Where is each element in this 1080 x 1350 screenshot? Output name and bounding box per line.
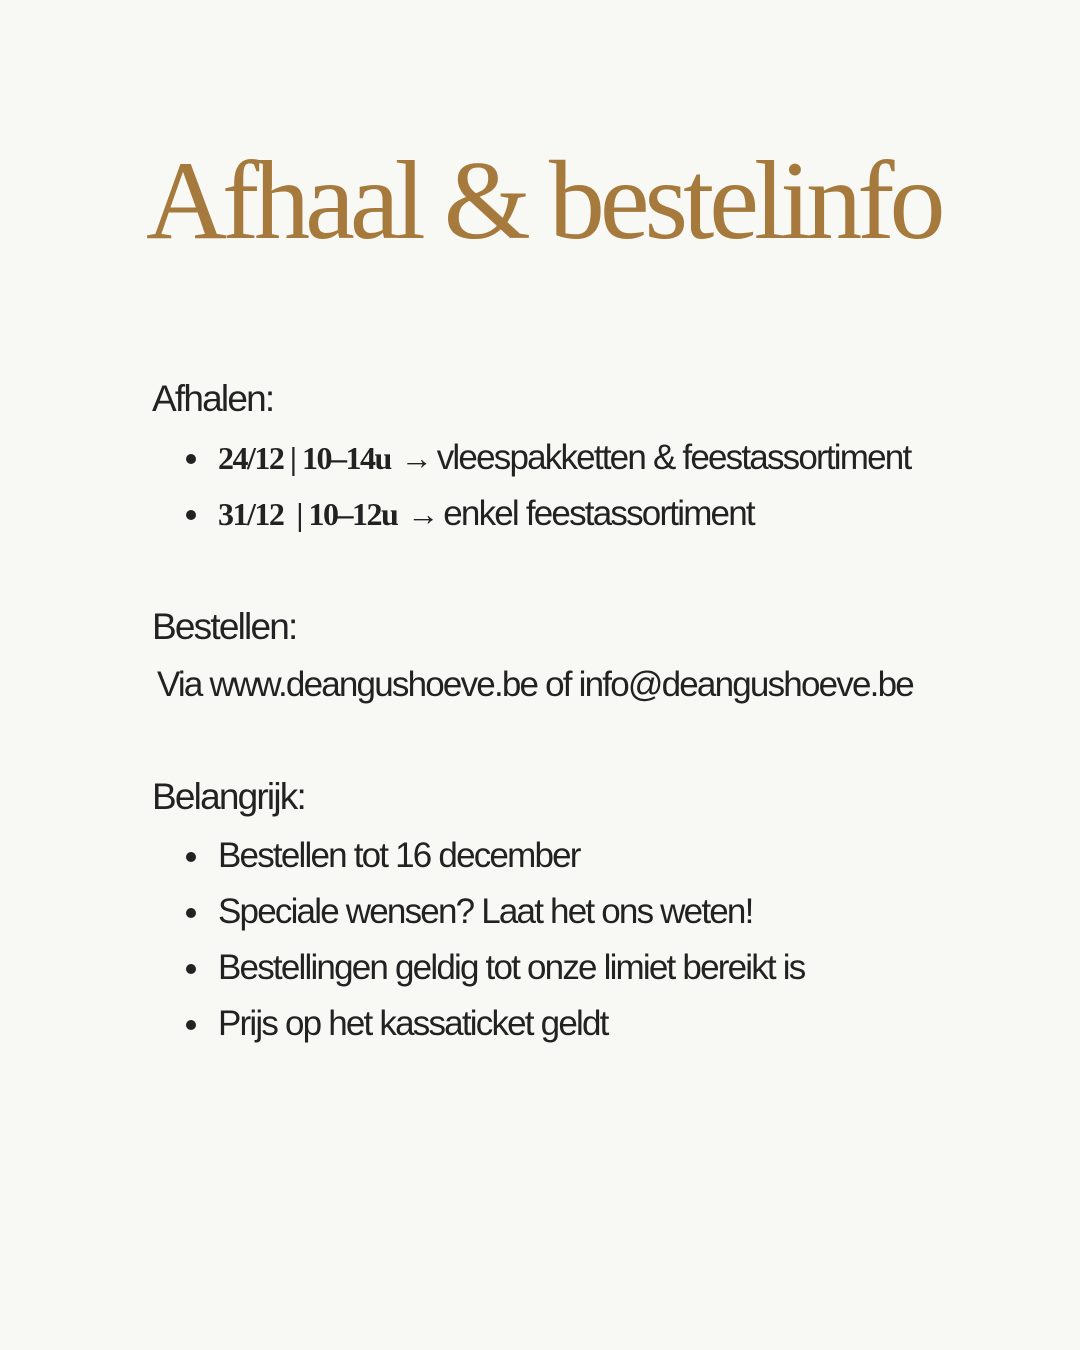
pickup-description: vleespakketten & feestassortiment	[436, 438, 911, 477]
important-item-text: Bestellingen geldig tot onze limiet bereikt is	[218, 948, 805, 987]
bullet-icon	[186, 510, 196, 520]
important-heading: Belangrijk:	[152, 776, 305, 817]
page-title: Afhaal & bestelinfo	[146, 139, 941, 263]
list-item	[180, 940, 804, 996]
list-item	[180, 486, 910, 542]
arrow-right-icon: →	[400, 440, 433, 476]
arrow-right-icon: →	[407, 496, 440, 532]
order-contact-text: Via www.deangushoeve.be of info@deangushoeve.be	[157, 665, 913, 704]
bullet-icon	[186, 964, 196, 974]
order-heading: Bestellen:	[152, 606, 297, 647]
pickup-heading: Afhalen:	[152, 378, 274, 419]
bullet-icon	[186, 852, 196, 862]
bullet-icon	[186, 454, 196, 464]
pickup-list	[180, 430, 910, 542]
pickup-description: enkel feestassortiment	[443, 494, 754, 533]
important-list	[180, 828, 804, 1052]
list-item	[180, 884, 804, 940]
list-item	[180, 828, 804, 884]
bullet-icon	[186, 908, 196, 918]
important-item-text: Prijs op het kassaticket geldt	[218, 1004, 608, 1043]
important-item-text: Speciale wensen? Laat het ons weten!	[218, 892, 753, 931]
pickup-time: 31/12 | 10–12u	[218, 496, 398, 532]
list-item	[180, 996, 804, 1052]
important-item-text: Bestellen tot 16 december	[218, 836, 580, 875]
bullet-icon	[186, 1020, 196, 1030]
pickup-time: 24/12 | 10–14u	[218, 440, 391, 476]
list-item	[180, 430, 910, 486]
